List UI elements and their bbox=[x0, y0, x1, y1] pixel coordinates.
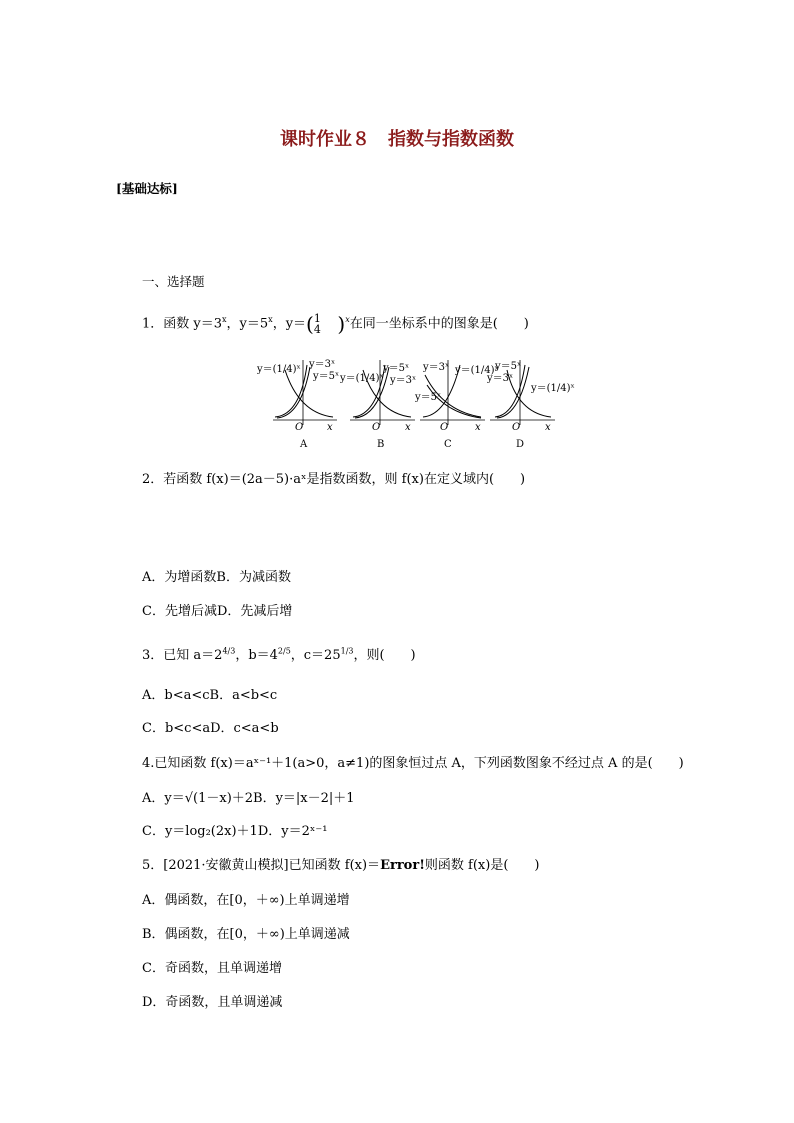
q1-exp-1: x bbox=[222, 315, 227, 325]
question-2-options-ab: A．为增函数B．为减函数 bbox=[142, 570, 291, 585]
question-5-option-a: A．偶函数，在[0，＋∞)上单调递增 bbox=[142, 893, 350, 908]
graph-b-caption: B bbox=[377, 439, 385, 450]
q5-error: Error! bbox=[380, 858, 425, 873]
graph-c-caption: C bbox=[444, 439, 452, 450]
question-5-option-c: C．奇函数，且单调递增 bbox=[142, 961, 282, 976]
q1-mid2: ，y＝ bbox=[272, 316, 307, 332]
graph-d-label-2: y＝3ˣ bbox=[487, 373, 514, 384]
q1-paren-right: ) bbox=[337, 312, 346, 336]
graph-c-x-label: x bbox=[475, 422, 481, 433]
q5-suffix: 则函数 f(x)是( ) bbox=[424, 858, 540, 873]
graph-a-label-1: y＝(1/4)ˣ bbox=[257, 364, 301, 375]
q3-stem-b: ，b＝4 bbox=[235, 648, 278, 663]
question-5-option-d: D．奇函数，且单调递减 bbox=[142, 995, 283, 1010]
question-4-options-cd: C．y＝log₂(2x)＋1D．y＝2ˣ⁻¹ bbox=[142, 824, 328, 839]
question-1-stem bbox=[142, 312, 529, 336]
q1-frac-den: 4 bbox=[313, 323, 321, 336]
section-label: [基础达标] bbox=[116, 181, 178, 196]
q3-exp-b: 2/5 bbox=[277, 646, 291, 656]
q5-prefix: 5．[2021·安徽黄山模拟]已知函数 f(x)＝ bbox=[142, 858, 381, 873]
q3-stem-end: ，则( ) bbox=[353, 648, 416, 663]
q1-graph-options bbox=[255, 355, 575, 455]
graph-a-caption: A bbox=[300, 439, 308, 450]
q3-stem-c: ，c＝25 bbox=[290, 648, 341, 663]
graph-a-origin: O bbox=[295, 422, 304, 433]
q3-stem-a: 3．已知 a＝2 bbox=[142, 648, 223, 663]
graph-b-label-2: y＝5ˣ bbox=[383, 363, 410, 374]
q1-paren-left: ( bbox=[306, 312, 314, 336]
graph-a-x-label: x bbox=[327, 422, 333, 433]
graph-b-label-1: y＝(1/4)ˣ bbox=[340, 373, 384, 384]
q1-prefix: 1．函数 y＝3 bbox=[142, 316, 223, 332]
part-heading: 一、选择题 bbox=[142, 274, 205, 289]
graph-d-origin: O bbox=[512, 422, 521, 433]
question-3-stem bbox=[142, 644, 416, 663]
graph-b bbox=[339, 360, 416, 450]
question-4-stem: 4.已知函数 f(x)＝aˣ⁻¹＋1(a>0，a≠1)的图象恒过点 A，下列函数图象不经过点 A 的是( ) bbox=[142, 756, 684, 771]
graph-c-origin: O bbox=[440, 422, 449, 433]
question-3-options-cd: C．b<c<aD．c<a<b bbox=[142, 721, 279, 736]
q1-fraction bbox=[314, 313, 321, 335]
page-title: 课时作业８ 指数与指数函数 bbox=[280, 129, 514, 150]
question-3-options-ab: A．b<a<cB．a<b<c bbox=[142, 688, 278, 703]
graph-b-label-3: y＝3ˣ bbox=[390, 375, 417, 386]
q3-exp-c: 1/3 bbox=[340, 646, 354, 656]
graph-a-label-2: y＝3ˣ bbox=[309, 359, 336, 370]
graph-d-caption: D bbox=[516, 439, 525, 450]
graph-d-x-label: x bbox=[545, 422, 551, 433]
question-5-option-b: B．偶函数，在[0，＋∞)上单调递减 bbox=[142, 927, 350, 942]
q1-exp-2: x bbox=[268, 315, 273, 325]
q1-frac-num: 1 bbox=[313, 312, 321, 325]
question-4-options-ab: A．y＝√(1－x)＋2B．y＝|x－2|＋1 bbox=[142, 791, 355, 806]
graph-d bbox=[486, 360, 575, 450]
graph-d-label-1: y＝5ˣ bbox=[495, 361, 522, 372]
graph-b-origin: O bbox=[372, 422, 381, 433]
graph-c-label-3: y＝(1/4)ˣ bbox=[455, 365, 499, 376]
q3-exp-a: 4/3 bbox=[222, 646, 236, 656]
question-2-options-cd: C．先增后减D．先减后增 bbox=[142, 604, 293, 619]
q1-mid: ，y＝5 bbox=[226, 316, 269, 332]
graph-c-label-1: y＝3ˣ bbox=[423, 362, 450, 373]
graph-d-label-3: y＝(1/4)ˣ bbox=[531, 383, 575, 394]
graph-c-label-2: y＝5ˣ bbox=[415, 392, 442, 403]
graph-a-label-3: y＝5ˣ bbox=[313, 371, 340, 382]
q1-exp-3: x bbox=[345, 315, 350, 325]
question-5-stem bbox=[142, 854, 539, 873]
q1-suffix: 在同一坐标系中的图象是( ) bbox=[349, 316, 529, 332]
graph-a bbox=[256, 359, 339, 450]
question-2-stem: 2．若函数 f(x)＝(2a－5)·aˣ是指数函数，则 f(x)在定义域内( ) bbox=[142, 472, 526, 487]
graph-b-x-label: x bbox=[405, 422, 411, 433]
